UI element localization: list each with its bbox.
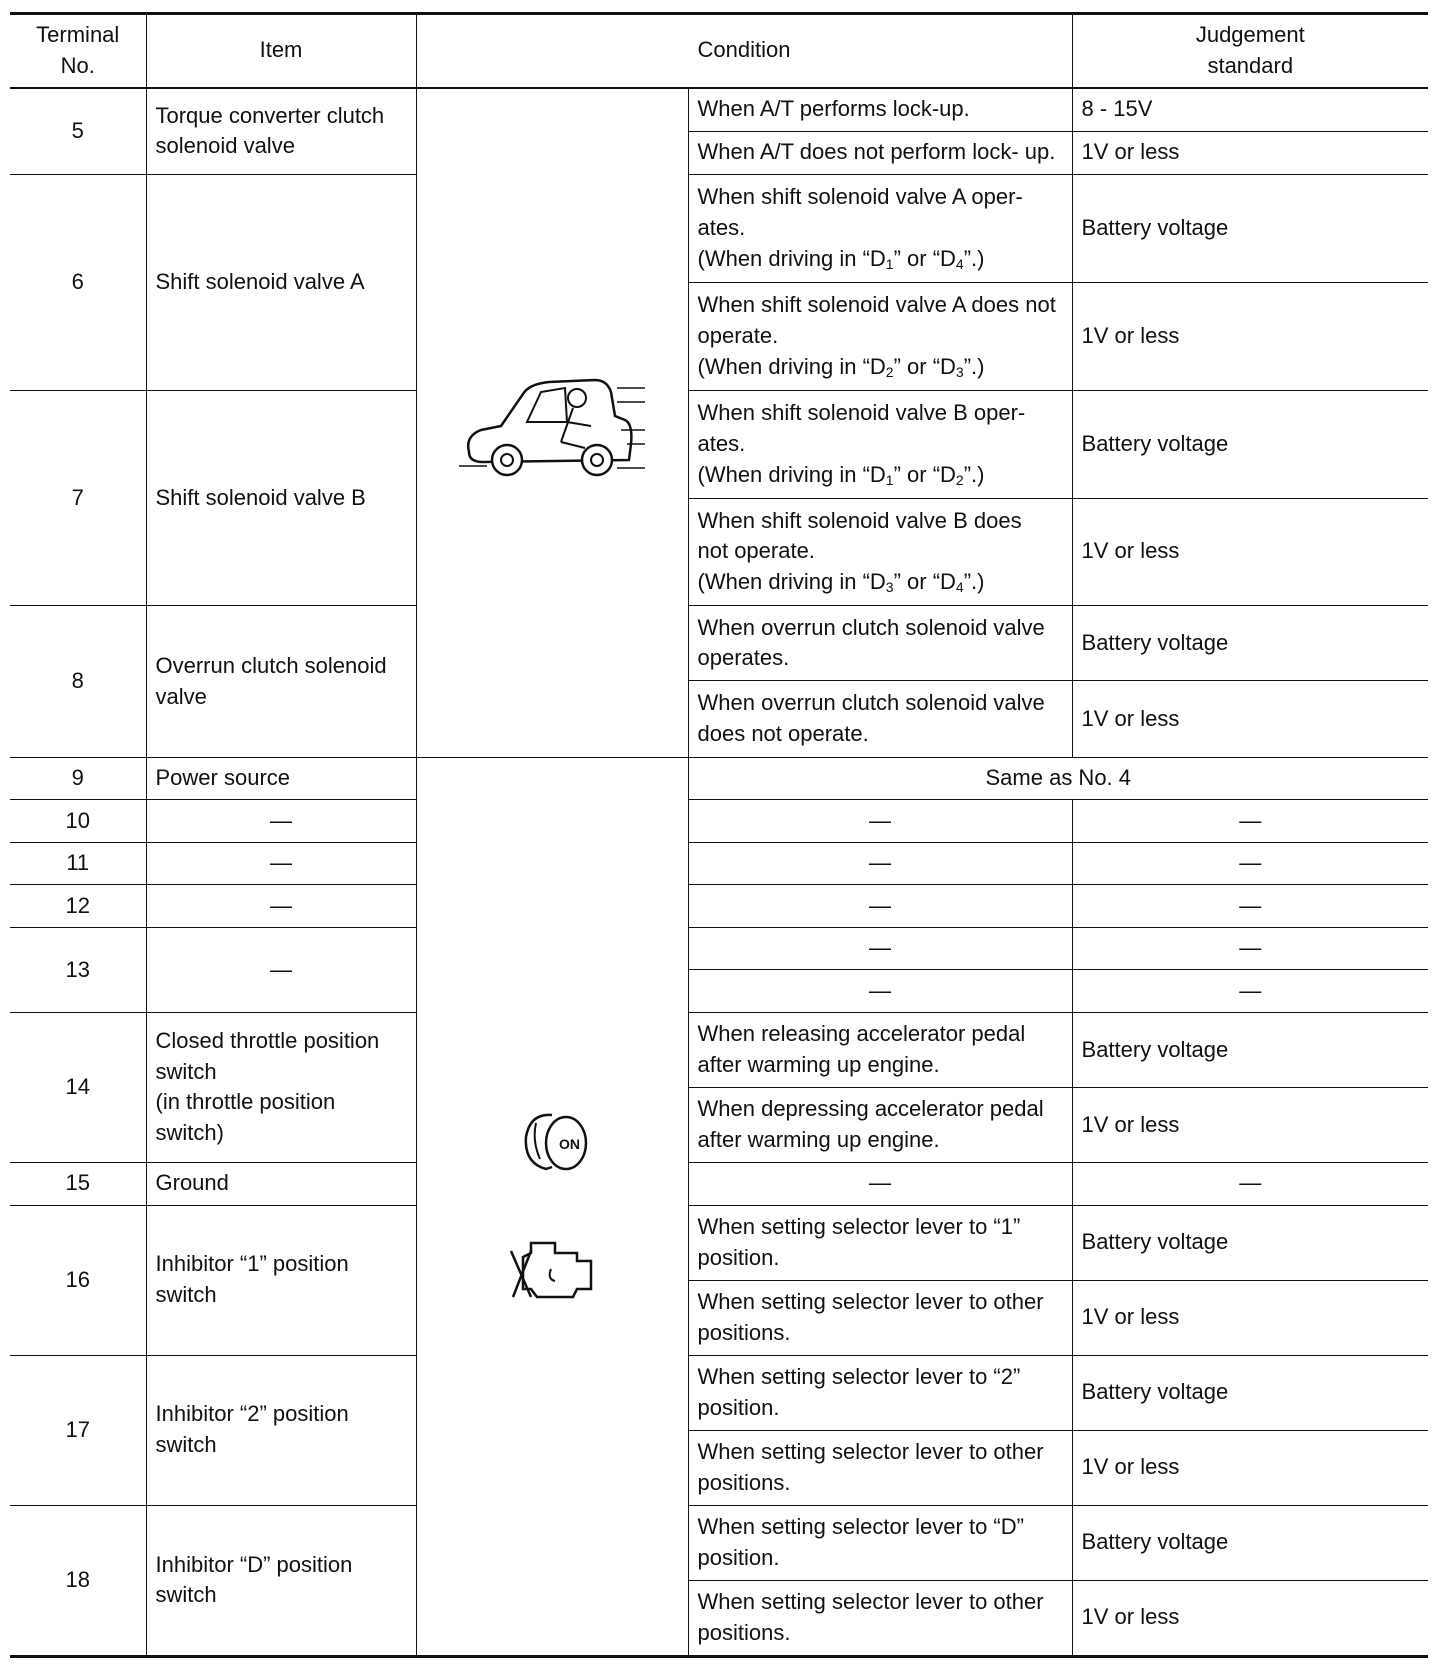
table-row	[10, 1505, 1428, 1580]
condition-text: When overrun clutch solenoid valve operates.	[688, 606, 1072, 681]
condition-text	[688, 175, 1072, 283]
judgement-value: 1V or less	[1072, 1430, 1428, 1505]
condition-text: —	[688, 970, 1072, 1013]
table-row	[10, 1355, 1428, 1430]
table-row	[10, 885, 1428, 928]
condition-text	[688, 390, 1072, 498]
condition-text: When overrun clutch solenoid valve does not operate.	[688, 681, 1072, 758]
range-subscript: 4	[955, 579, 964, 596]
terminal-no: 5	[10, 88, 146, 175]
condition-text	[688, 498, 1072, 606]
driving-picture-cell	[416, 88, 688, 758]
table-row	[10, 390, 1428, 498]
condition-text-part: When shift solenoid valve B oper- ates. (When driving in “D	[697, 399, 1026, 487]
condition-text: —	[688, 800, 1072, 843]
item-name: Torque converter clutch solenoid valve	[146, 88, 416, 175]
table-row	[10, 88, 1428, 132]
header-judgement-standard: Judgement standard	[1072, 14, 1428, 88]
item-name: Shift solenoid valve B	[146, 390, 416, 606]
judgement-value: 1V or less	[1072, 282, 1428, 390]
condition-text: When A/T does not perform lock- up.	[688, 131, 1072, 175]
condition-text: When setting selector lever to other positions.	[688, 1580, 1072, 1656]
item-name: Ground	[146, 1163, 416, 1206]
terminal-no: 8	[10, 606, 146, 758]
item-name: Closed throttle position switch (in throttle position switch)	[146, 1012, 416, 1162]
range-subscript: 2	[955, 471, 964, 488]
condition-same-as: Same as No. 4	[688, 757, 1428, 800]
driving-car-icon	[457, 364, 647, 482]
judgement-value: 1V or less	[1072, 681, 1428, 758]
judgement-value: —	[1072, 800, 1428, 843]
engine-stopped-icon	[507, 1233, 597, 1305]
condition-text: —	[688, 842, 1072, 885]
item-name: Shift solenoid valve A	[146, 175, 416, 391]
condition-text-part: ”.)	[963, 245, 985, 271]
ignition-key-on-icon	[512, 1107, 592, 1177]
header-terminal-no: Terminal No.	[10, 14, 146, 88]
condition-text: —	[688, 885, 1072, 928]
condition-text-part: ” or “D	[893, 569, 956, 595]
judgement-value: Battery voltage	[1072, 1355, 1428, 1430]
range-subscript: 3	[885, 579, 894, 596]
terminal-no: 13	[10, 927, 146, 1012]
condition-text-part: When shift solenoid valve A oper- ates. (When driving in “D	[697, 184, 1023, 271]
condition-text: When setting selector lever to other positions.	[688, 1280, 1072, 1355]
judgement-value: Battery voltage	[1072, 606, 1428, 681]
judgement-value: —	[1072, 842, 1428, 885]
item-name: Inhibitor “2” position switch	[146, 1355, 416, 1505]
judgement-value: —	[1072, 970, 1428, 1013]
range-subscript: 1	[885, 471, 894, 488]
key-on-label: ON	[559, 1136, 580, 1153]
judgement-value: 1V or less	[1072, 1580, 1428, 1656]
condition-text: When setting selector lever to “1” position.	[688, 1205, 1072, 1280]
condition-text-part: ”.)	[963, 569, 985, 595]
condition-text-part: ” or “D	[893, 245, 956, 271]
condition-text-part: ”.)	[963, 461, 985, 487]
judgement-value: 1V or less	[1072, 1280, 1428, 1355]
condition-text: —	[688, 1163, 1072, 1206]
terminal-no: 17	[10, 1355, 146, 1505]
terminal-no: 15	[10, 1163, 146, 1206]
table-row	[10, 1205, 1428, 1280]
condition-text-part: ” or “D	[893, 461, 956, 487]
table-row	[10, 757, 1428, 800]
condition-text-part: ” or “D	[893, 353, 956, 379]
condition-text: When releasing accelerator pedal after warming up engine.	[688, 1012, 1072, 1087]
terminal-no: 16	[10, 1205, 146, 1355]
condition-text: When setting selector lever to other positions.	[688, 1430, 1072, 1505]
range-subscript: 2	[885, 363, 894, 380]
range-subscript: 1	[885, 255, 894, 272]
terminal-no: 6	[10, 175, 146, 391]
item-name: —	[146, 800, 416, 843]
judgement-value: —	[1072, 1163, 1428, 1206]
terminal-no: 18	[10, 1505, 146, 1656]
condition-text-part: When shift solenoid valve A does not operate. (When driving in “D	[697, 292, 1056, 379]
item-name: —	[146, 842, 416, 885]
header-item: Item	[146, 14, 416, 88]
condition-text-part: ”.)	[963, 353, 985, 379]
condition-text: When depressing accelerator pedal after warming up engine.	[688, 1087, 1072, 1162]
terminal-no: 10	[10, 800, 146, 843]
judgement-value: 1V or less	[1072, 498, 1428, 606]
condition-text: When A/T performs lock-up.	[688, 88, 1072, 132]
item-name: Power source	[146, 757, 416, 800]
judgement-value: Battery voltage	[1072, 1205, 1428, 1280]
judgement-value: Battery voltage	[1072, 390, 1428, 498]
header-condition: Condition	[416, 14, 1072, 88]
condition-text: —	[688, 927, 1072, 970]
condition-text	[688, 282, 1072, 390]
range-subscript: 3	[955, 363, 964, 380]
judgement-value: Battery voltage	[1072, 1012, 1428, 1087]
range-subscript: 4	[955, 255, 964, 272]
table-row	[10, 175, 1428, 283]
terminal-no: 11	[10, 842, 146, 885]
table-row	[10, 927, 1428, 970]
judgement-value: Battery voltage	[1072, 175, 1428, 283]
item-name: Inhibitor “1” position switch	[146, 1205, 416, 1355]
judgement-value: Battery voltage	[1072, 1505, 1428, 1580]
table-row	[10, 1163, 1428, 1206]
table-row	[10, 800, 1428, 843]
judgement-value: —	[1072, 885, 1428, 928]
judgement-value: 1V or less	[1072, 131, 1428, 175]
item-name: —	[146, 885, 416, 928]
item-name: Overrun clutch solenoid valve	[146, 606, 416, 758]
condition-text: When setting selector lever to “2” position.	[688, 1355, 1072, 1430]
table-row	[10, 606, 1428, 681]
judgement-value: 1V or less	[1072, 1087, 1428, 1162]
condition-text-part: When shift solenoid valve B does not operate. (When driving in “D	[697, 507, 1022, 595]
judgement-value: 8 - 15V	[1072, 88, 1428, 132]
condition-text: When setting selector lever to “D” position.	[688, 1505, 1072, 1580]
item-name: —	[146, 927, 416, 1012]
judgement-value: —	[1072, 927, 1428, 970]
terminal-no: 9	[10, 757, 146, 800]
table-row	[10, 842, 1428, 885]
ignition-picture-cell	[416, 757, 688, 1656]
table-row	[10, 1012, 1428, 1087]
terminal-spec-table	[10, 12, 1428, 1658]
header-row	[10, 14, 1428, 88]
terminal-no: 14	[10, 1012, 146, 1162]
terminal-no: 7	[10, 390, 146, 606]
item-name: Inhibitor “D” position switch	[146, 1505, 416, 1656]
terminal-no: 12	[10, 885, 146, 928]
